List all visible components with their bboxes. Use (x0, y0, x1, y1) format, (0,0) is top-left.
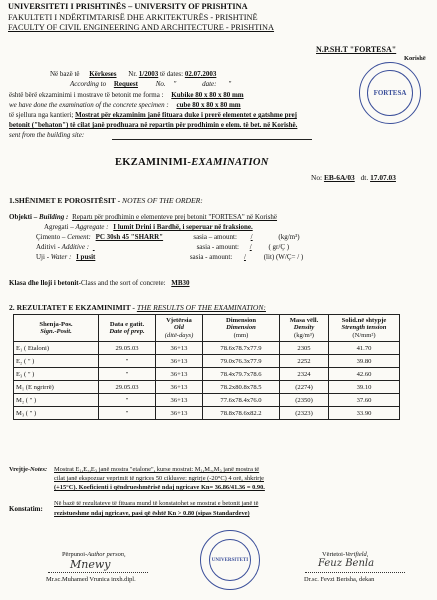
water-unit: (lit) (W/Ç= / ) (263, 253, 304, 261)
request-value: Kërkeses (89, 70, 117, 78)
col-old-sq: Vjetërsia (166, 316, 192, 324)
we-label: we have done the examination of the concrete specimen : (9, 101, 169, 109)
cell-sign: M₁ (E ngrirrë) (14, 381, 99, 394)
we-value: cube 80 x 80 x 80 mm (176, 101, 241, 109)
col-sign-en: Sign.-Posit. (40, 328, 72, 335)
class-value: MB30 (171, 279, 190, 287)
notes-line-3: (+15°C). Koeficienti i qëndrueshmërisë ndaj ngricave Kn= 36.86/41.36 = 0.90. (54, 484, 265, 491)
conclusion-line-2: rezistueshme ndaj ngricave, pasi që është Kn > 0.80 (sipas Standardeve) (54, 510, 250, 517)
no-value: " (173, 80, 177, 88)
no-label: No. (155, 80, 166, 88)
verifier-sign-line (305, 572, 405, 573)
aggregate-label: Agregati – (44, 223, 76, 231)
notes-line-2: cilat janë ekspozuar veprimit të ngrices 50 ciklusve: ngrirje (-20°C) 4 orë, shkrirje (54, 475, 265, 482)
intro-line-5 (9, 111, 297, 120)
cell-old: 36+13 (156, 407, 203, 420)
intro-line-1 (50, 70, 216, 79)
recipient-name: N.P.SH.T "FORTESA" (316, 45, 397, 54)
cell-old: 36+13 (156, 355, 203, 368)
aggregate-label-en: Aggregate : (75, 223, 109, 231)
aggregate-value: I lumit Drini i Bardhë, i seperuar në fraksione. (113, 223, 253, 231)
sent-label: sent from the building site: (9, 131, 85, 139)
cement-label-en: Cement: (67, 233, 91, 241)
cell-dimension: 78.6x78.7x77.9 (203, 342, 280, 355)
cell-date: 29.05.03 (99, 381, 156, 394)
col-old (156, 315, 203, 342)
water-label: Uji - (36, 253, 51, 261)
col-date (99, 315, 156, 342)
section1-heading-sq: 1.SHËNIMET E POROSITËSIT - (9, 196, 123, 205)
cell-dimension: 78.4x79.7x78.6 (203, 368, 280, 381)
notes-label-sq: Vrejtje- (9, 466, 31, 473)
cell-density: 2324 (280, 368, 329, 381)
notes-label (9, 466, 47, 474)
according-value: Request (113, 80, 138, 88)
verifier-label-en: Verifield, (345, 551, 369, 558)
verifier-label-sq: Vërtetoi- (322, 551, 346, 558)
aggregate-line (44, 223, 253, 232)
results-header-row (14, 315, 400, 342)
date-en-value: " (228, 80, 232, 88)
cell-dimension: 77.6x78.4x76.0 (203, 394, 280, 407)
cell-strength: 42.60 (329, 368, 400, 381)
exam-number (311, 173, 396, 182)
col-dim-en: Dimension (226, 324, 256, 332)
water-amount-value: / (243, 253, 246, 261)
table-row (14, 381, 400, 394)
notes-line-1: Mostrat E₁,E₂,E₃ janë mostra "etalone", kurse mostrat: M₁,M₂,M₃ janë mostra të (54, 466, 260, 473)
date-en-label: date: (202, 80, 217, 88)
col-density (280, 315, 329, 342)
author-sign-line (48, 572, 148, 573)
col-strength-sq: Solid.në shtypje (341, 316, 387, 324)
nr-label: Nr. (128, 70, 138, 78)
header-line-2: FAKULTETI I NDËRTIMTARISË DHE ARKITEKTURËS - PRISHTINË (8, 12, 258, 22)
cell-date: " (99, 394, 156, 407)
water-amount-label: sasia - amount: (189, 253, 233, 261)
conclusion-label: Konstatim: (9, 505, 43, 513)
author-label-en: Author person, (87, 551, 126, 558)
done-label: është bërë ekzaminimi i mostrave të betonit me forma : (9, 91, 164, 99)
section2-heading-sq: 2. REZULTATET E EKZAMINIMIT - (9, 303, 137, 312)
cell-sign: E₂ ( " ) (14, 355, 99, 368)
section1-heading (9, 196, 203, 205)
cell-density: (2350) (280, 394, 329, 407)
basis-label: Në bazë të (50, 70, 80, 78)
verifier-signature: Feuz Benla (318, 558, 375, 569)
water-line (36, 253, 303, 262)
col-dim-unit: (mm) (233, 331, 249, 339)
additive-unit: ( gr/Ç ) (268, 243, 290, 251)
water-label-en: Water : (50, 253, 72, 261)
col-density-unit: (kg/m³) (294, 331, 314, 339)
additive-line (36, 243, 289, 252)
cement-amount-value: / (250, 233, 253, 241)
col-strength (329, 315, 400, 342)
table-row (14, 407, 400, 420)
cell-sign: M₂ ( " ) (14, 394, 99, 407)
title-en: EXAMINATION (191, 157, 269, 168)
exam-no-value: EB-6A/03 (323, 173, 355, 182)
table-row (14, 394, 400, 407)
col-sign-sq: Shenja-Pos. (39, 320, 73, 328)
object-value: Repartı për prodhimin e elementeve prej betonit "FORTESA" në Korishë (72, 213, 278, 221)
site-value-2: betonit ("behaton") të cilat janë prodhuara në repartin për prodhimin e elem. të bet. në Korishë. (9, 121, 298, 129)
cell-date: 29.05.03 (99, 342, 156, 355)
cell-date: " (99, 355, 156, 368)
class-label: Klasa dhe lloji i betonit- (9, 279, 81, 287)
col-strength-en: Strength tension (341, 324, 387, 332)
cement-amount-label: sasia – amount: (193, 233, 237, 241)
according-label: According to (70, 80, 107, 88)
class-label-en: Class and the sort of concrete: (80, 279, 166, 287)
exam-dt-value: 17.07.03 (370, 173, 396, 182)
institution-header (8, 2, 274, 34)
university-stamp (200, 530, 260, 590)
intro-line-4 (9, 101, 241, 110)
author-label-sq: Përpunoi- (62, 551, 88, 558)
cell-density: (2274) (280, 381, 329, 394)
cell-strength: 41.70 (329, 342, 400, 355)
col-density-sq: Masa vëll. (289, 316, 319, 324)
title-sq: EKZAMINIMI- (115, 157, 192, 168)
cell-strength: 39.10 (329, 381, 400, 394)
notes-label-en: Notes: (30, 466, 48, 473)
document-title (115, 157, 269, 168)
site-value-1: Mostrat për ekzaminim janë fituara duke i prerë elementet e gatshme prej (75, 111, 297, 119)
recipient-place: Korishë (404, 55, 426, 62)
university-stamp-text: UNIVERSITETI (211, 557, 249, 563)
done-value: Kubike 80 x 80 x 80 mm (171, 91, 244, 99)
header-line-1: UNIVERSITETI I PRISHTINËS – UNIVERSITY OF PRISHTINA (8, 2, 248, 11)
author-signature: Mnewy (70, 558, 111, 571)
col-sign (14, 315, 99, 342)
cement-line (36, 233, 300, 242)
cell-sign: M₃ ( " ) (14, 407, 99, 420)
cell-old: 36+13 (156, 381, 203, 394)
cell-old: 36+13 (156, 342, 203, 355)
additive-amount-label: sasia - amount: (196, 243, 239, 251)
concrete-class-line (9, 279, 190, 288)
cell-dimension: 78.8x78.6x82.2 (203, 407, 280, 420)
additive-label: Aditivi - (36, 243, 62, 251)
cell-strength: 37.60 (329, 394, 400, 407)
cell-dimension: 78.2x80.8x78.5 (203, 381, 280, 394)
table-row (14, 355, 400, 368)
col-strength-unit: (N/mm²) (352, 331, 376, 339)
intro-line-2 (70, 80, 231, 89)
table-row (14, 368, 400, 381)
col-density-en: Density (293, 324, 315, 332)
exam-dt-label: dt. (360, 173, 369, 182)
col-date-sq: Data e gatit. (109, 320, 145, 328)
verifier-name: Dr.sc. Fevzi Berisha, dekan (304, 576, 375, 583)
date-value: 02.07.2003 (184, 70, 217, 78)
cell-density: 2305 (280, 342, 329, 355)
sent-line (112, 139, 312, 140)
section1-heading-en: NOTES OF THE ORDER: (122, 196, 203, 205)
cell-date: " (99, 368, 156, 381)
header-line-3: FACULTY OF CIVIL ENGINEERING AND ARCHITECTURE - PRISHTINA (8, 23, 275, 32)
stamp-text: FORTESA (373, 89, 407, 97)
cell-sign: E₁ ( Etaloni) (14, 342, 99, 355)
cell-density: (2323) (280, 407, 329, 420)
cell-old: 36+13 (156, 368, 203, 381)
col-dimension (203, 315, 280, 342)
conclusion-line-1: Në bazë të rezultateve të fituara mund të konstatohet se mostrat e betonit janë të (54, 500, 259, 507)
cement-value: PC 30sh 45 "SHARR" (95, 233, 164, 241)
cell-old: 36+13 (156, 394, 203, 407)
site-label: të sjellura nga kantieri; (9, 111, 74, 119)
cell-strength: 33.90 (329, 407, 400, 420)
table-row (14, 342, 400, 355)
col-old-unit: (ditë-days) (164, 331, 194, 339)
col-old-en: Old (174, 324, 184, 332)
col-date-en: Date of prep. (109, 328, 145, 335)
cell-strength: 39.80 (329, 355, 400, 368)
nr-value: 1/2003 (138, 70, 159, 78)
company-stamp (359, 62, 421, 124)
cement-label: Çimento – (36, 233, 68, 241)
object-label-en: Building : (38, 213, 69, 221)
object-line (9, 213, 277, 222)
date-label: të dates: (159, 70, 184, 78)
cell-dimension: 79.0x76.3x77.9 (203, 355, 280, 368)
cement-unit: (kg/m³) (278, 233, 300, 241)
cell-date: " (99, 407, 156, 420)
cell-sign: E₃ ( " ) (14, 368, 99, 381)
col-dim-sq: Dimension (225, 316, 257, 324)
water-value: I pusit (76, 253, 96, 261)
cell-density: 2252 (280, 355, 329, 368)
results-table (13, 314, 400, 420)
author-name: Mr.sc.Muhamed Vrunica inxh.dipl. (46, 576, 136, 583)
intro-line-3 (9, 91, 244, 100)
additive-label-en: Additive : (61, 243, 90, 251)
section2-heading (9, 303, 266, 312)
object-label: Objekti – (9, 213, 39, 221)
exam-no-label: No: (311, 173, 323, 182)
additive-amount-value: / (249, 243, 252, 251)
section2-heading-en: THE RESULTS OF THE EXAMINATION: (136, 303, 266, 312)
